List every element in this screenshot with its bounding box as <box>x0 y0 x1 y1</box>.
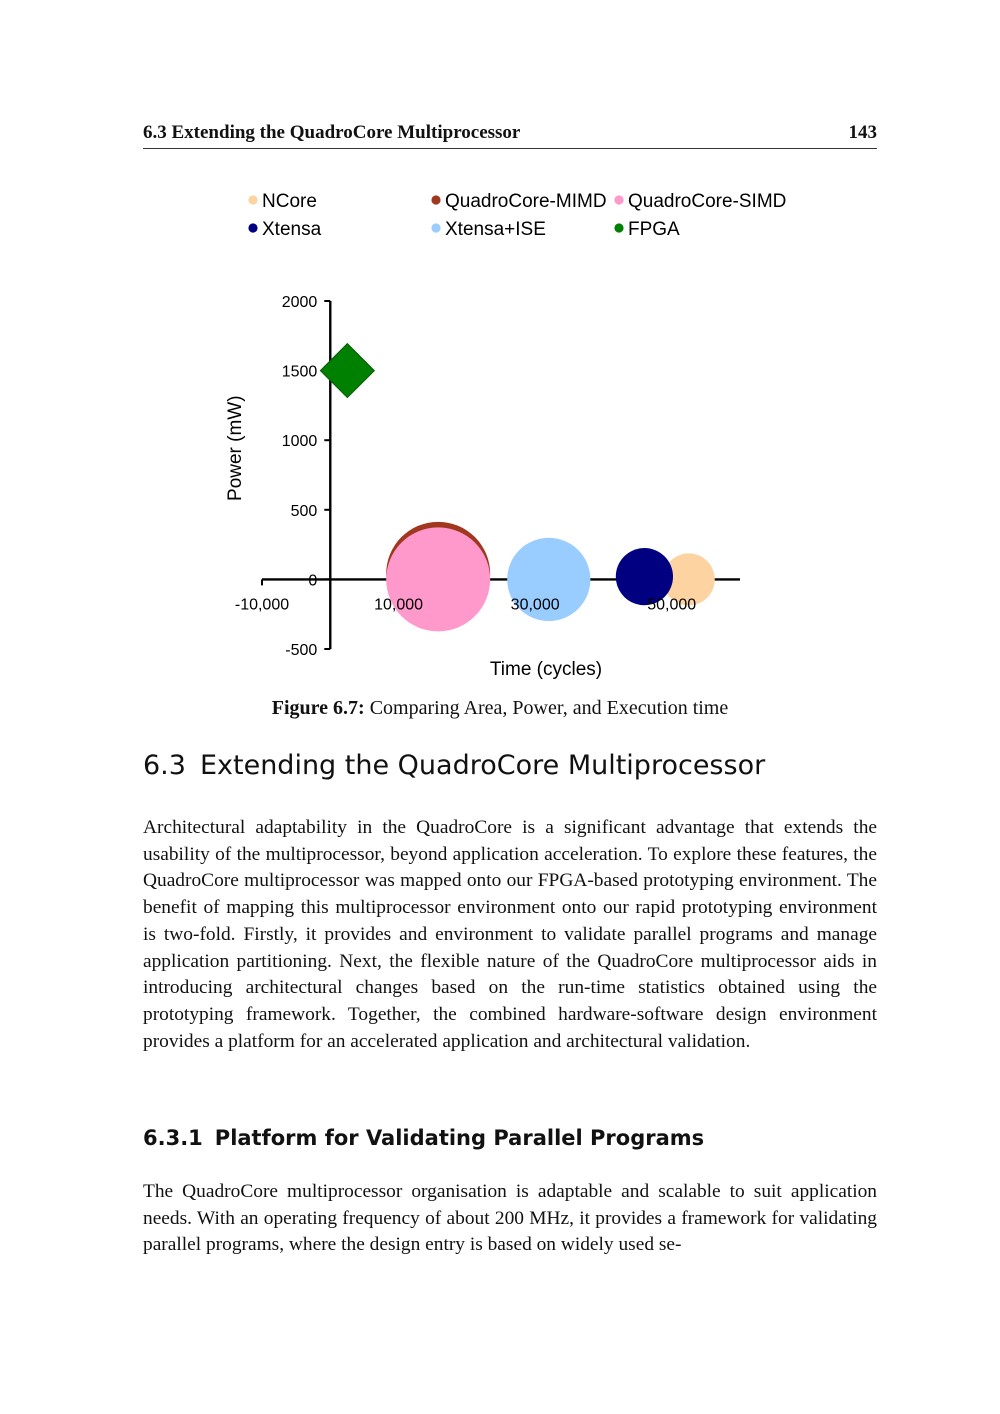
y-tick-label: 1000 <box>281 433 318 451</box>
x-tick-label: 50,000 <box>647 596 697 614</box>
page-number: 143 <box>848 122 877 143</box>
legend-marker-ncore <box>248 195 257 204</box>
section-title: Extending the QuadroCore Multiprocessor <box>199 750 766 781</box>
subsection-heading <box>143 1126 704 1150</box>
legend-marker-xtensa <box>248 223 257 232</box>
bubble-quadrocore-simd <box>386 527 490 631</box>
running-head <box>143 120 877 149</box>
subsection-title: Platform for Validating Parallel Programs <box>214 1126 705 1150</box>
section-number: 6.3 <box>143 750 186 781</box>
y-tick-label: 0 <box>308 572 318 590</box>
legend-label-fpga: FPGA <box>628 219 680 240</box>
x-tick-label: -10,000 <box>234 596 290 614</box>
legend-marker-quadrocore-simd <box>614 195 623 204</box>
section-paragraph: Architectural adaptability in the QuadroCore is a significant advantage that extends the usability of the multiprocessor, beyond application acceleration. To explore these features, the QuadroCore multiprocessor was mapped onto our FPGA-based prototyping environment. The benefit of mapping this multiprocessor environment onto our rapid prototyping environment is two-fold. Firstly, it provides and environment to validate parallel programs and manage application partitioning. Next, the flexible nature of the QuadroCore multiprocessor aids in introducing architectural changes based on the run-time statistics obtained using the prototyping framework. Together, the combined hardware-software design environment provides a platform for an accelerated application and architectural validation. <box>143 817 877 1052</box>
figure-caption <box>0 697 1000 720</box>
legend-marker-xtensa-ise <box>431 223 440 232</box>
figure-caption-text: Comparing Area, Power, and Execution time <box>369 697 729 719</box>
bubble-fpga <box>320 344 374 398</box>
legend-label-quadrocore-simd: QuadroCore-SIMD <box>628 191 787 212</box>
figure-caption-label: Figure 6.7: <box>271 697 365 719</box>
y-tick-label: -500 <box>285 642 318 659</box>
legend-marker-quadrocore-mimd <box>431 195 440 204</box>
y-tick-label: 1500 <box>281 363 318 381</box>
legend-label-ncore: NCore <box>262 191 317 212</box>
section-heading <box>143 750 765 781</box>
bubble-chart <box>0 180 1000 690</box>
legend-label-xtensa: Xtensa <box>262 219 322 240</box>
y-axis-title: Power (mW) <box>225 395 246 501</box>
legend-marker-fpga <box>614 223 623 232</box>
subsection-paragraph: The QuadroCore multiprocessor organisation is adaptable and scalable to suit application needs. With an operating frequency of about 200 MHz, it provides a framework for validating parallel programs, where the design entry is based on widely used se- <box>143 1181 877 1256</box>
subsection-number: 6.3.1 <box>143 1126 203 1150</box>
running-head-title: 6.3 Extending the QuadroCore Multiprocessor <box>143 122 521 143</box>
y-tick-label: 2000 <box>281 294 318 311</box>
x-tick-label: 30,000 <box>510 596 560 614</box>
legend-label-quadrocore-mimd: QuadroCore-MIMD <box>445 191 607 212</box>
x-axis-title: Time (cycles) <box>489 659 603 680</box>
figure-bubble-chart <box>0 180 1000 690</box>
x-tick-label: 10,000 <box>374 596 424 614</box>
legend-label-xtensa-ise: Xtensa+ISE <box>445 219 546 240</box>
y-tick-label: 500 <box>290 502 318 520</box>
